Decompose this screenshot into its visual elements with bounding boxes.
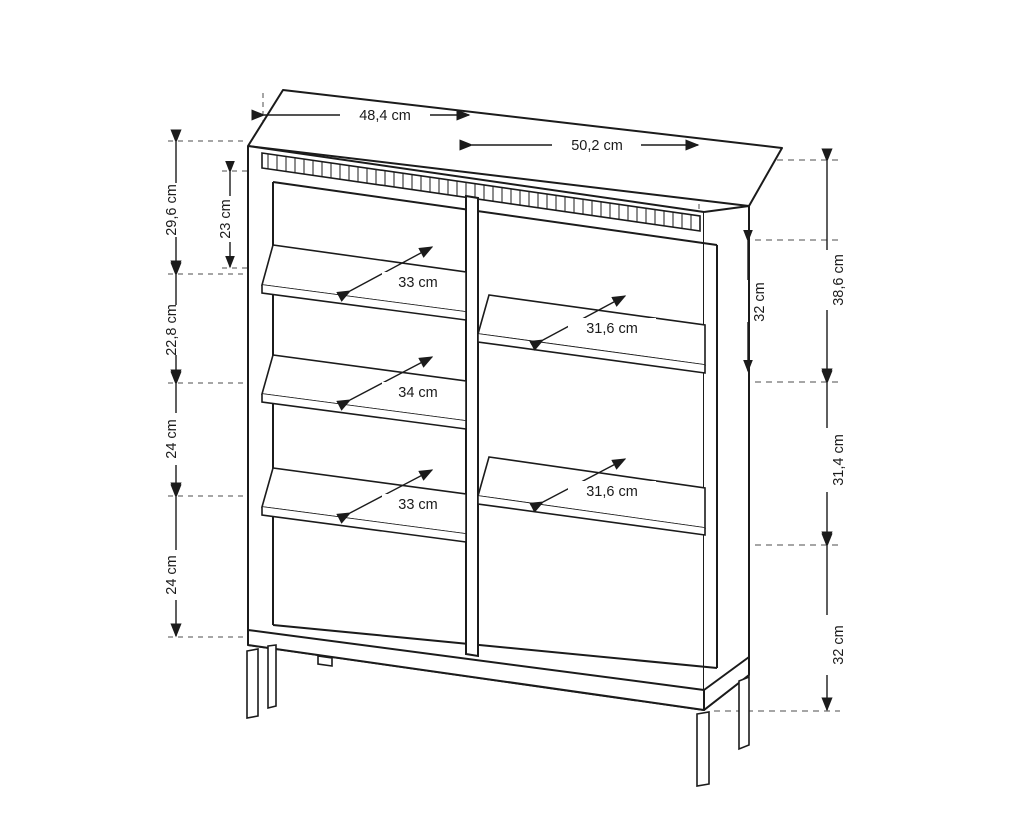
dim-left-height-2: 22,8 cm [164,304,180,356]
dim-shelf-depth-left-3: 33 cm [398,497,438,513]
dim-top-width-left: 48,4 cm [359,108,411,124]
shelf-depth-label-right-1 [568,318,656,338]
dim-shelf-depth-right-2: 31,6 cm [586,484,638,500]
shelf-depth-label-right-2 [568,481,656,501]
dim-shelf-depth-right-1: 31,6 cm [586,321,638,337]
dim-shelf-depth-left-2: 34 cm [398,385,438,401]
dim-left-height-3: 24 cm [164,419,180,459]
shelf-depth-label-left-2 [382,382,454,402]
dim-right-inner-height: 32 cm [752,282,768,322]
dim-top-width-right: 50,2 cm [571,138,623,154]
center-divider [466,196,478,656]
dim-right-height-1: 38,6 cm [831,254,847,306]
dim-shelf-depth-left-1: 33 cm [398,275,438,291]
shelf-depth-label-left-1 [382,272,454,292]
shelf-depth-label-left-3 [382,494,454,514]
dim-left-inner-height: 23 cm [218,199,234,239]
dim-left-height-4: 24 cm [164,555,180,595]
dim-right-height-2: 31,4 cm [831,434,847,486]
dim-left-height-1: 29,6 cm [164,184,180,236]
dim-right-height-3: 32 cm [831,625,847,665]
